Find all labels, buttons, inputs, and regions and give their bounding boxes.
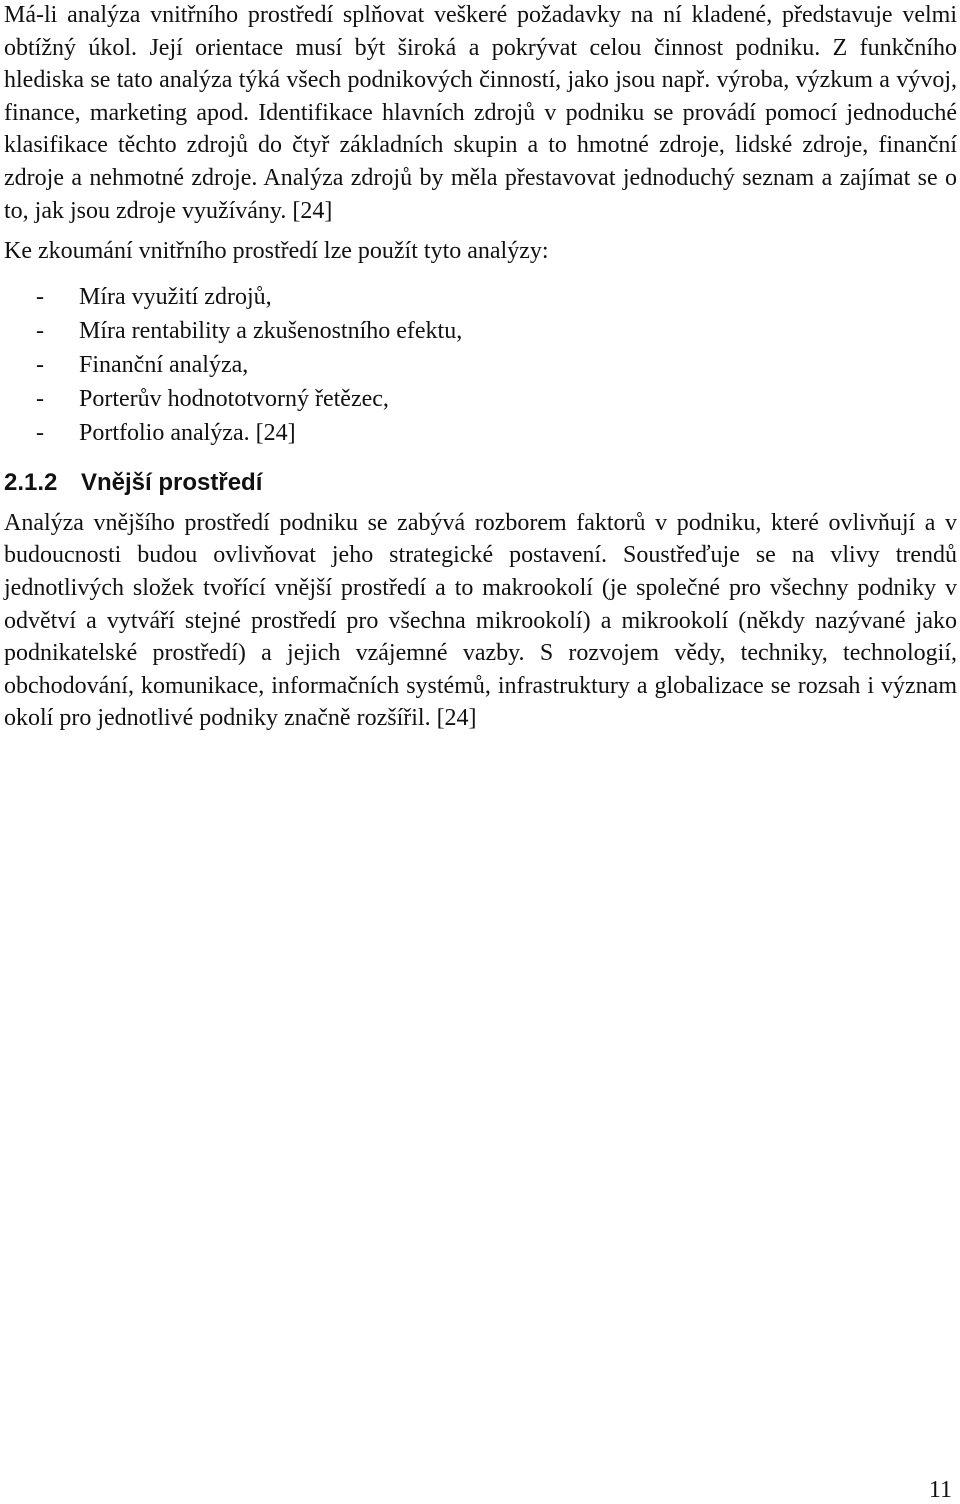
- list-item: [4, 382, 957, 416]
- section-title: Vnější prostředí: [81, 468, 263, 496]
- paragraph-external-environment: Analýza vnějšího prostředí podniku se zabývá rozborem faktorů v podniku, které ovlivňují a v budoucnosti budou ovlivňovat jeho strategické postavení. Soustřeďuje se na vlivy trendů jednotlivých složek tvořící vnější prostředí a to makrookolí (je společné pro všechny podniky v odvětví a vytváří stejné prostředí pro všechna mikrookolí) a mikrookolí (někdy nazývané jako podnikatelské prostředí) a jejich vzájemné vazby. S rozvojem vědy, techniky, technologií, obchodování, komunikace, informačních systémů, infrastruktury a globalizace se rozsah i význam okolí pro jednotlivé podniky značně rozšířil. [24]: [4, 509, 957, 732]
- paragraph-internal-environment: Má-li analýza vnitřního prostředí splňovat veškeré požadavky na ní kladené, představuje velmi obtížný úkol. Její orientace musí být široká a pokrývat celou činnost podniku. Z funkčního hlediska se tato analýza týká všech podnikových činností, jako jsou např. výroba, výzkum a vývoj, finance, marketing apod. Identifikace hlavních zdrojů v podniku se provádí pomocí jednoduché klasifikace těchto zdrojů do čtyř základních skupin a to hmotné zdroje, lidské zdroje, finanční zdroje a nehmotné zdroje. Analýza zdrojů by měla přestavovat jednoduchý seznam a zajímat se o to, jak jsou zdroje využívány. [24]: [4, 2, 957, 224]
- section-heading: [4, 468, 957, 498]
- list-item: [4, 280, 957, 314]
- list-item-text: Míra rentability a zkušenostního efektu,: [79, 317, 463, 344]
- list-item-text: Porterův hodnototvorný řetězec,: [79, 385, 389, 412]
- list-dash: -: [36, 351, 44, 378]
- list-item: [4, 416, 957, 450]
- list-dash: -: [36, 385, 44, 412]
- list-item: [4, 314, 957, 348]
- list-dash: -: [36, 283, 44, 310]
- list-item-text: Portfolio analýza. [24]: [79, 419, 296, 446]
- paragraph-analyses-intro: Ke zkoumání vnitřního prostředí lze použít tyto analýzy:: [4, 238, 549, 265]
- analyses-list: [4, 280, 957, 450]
- section-number: 2.1.2: [4, 468, 58, 496]
- list-item-text: Míra využití zdrojů,: [79, 283, 272, 310]
- document-page: [4, 0, 957, 735]
- list-item-text: Finanční analýza,: [79, 351, 249, 378]
- page-number: 11: [928, 1477, 952, 1503]
- list-dash: -: [36, 317, 44, 344]
- list-dash: -: [36, 419, 44, 446]
- list-item: [4, 348, 957, 382]
